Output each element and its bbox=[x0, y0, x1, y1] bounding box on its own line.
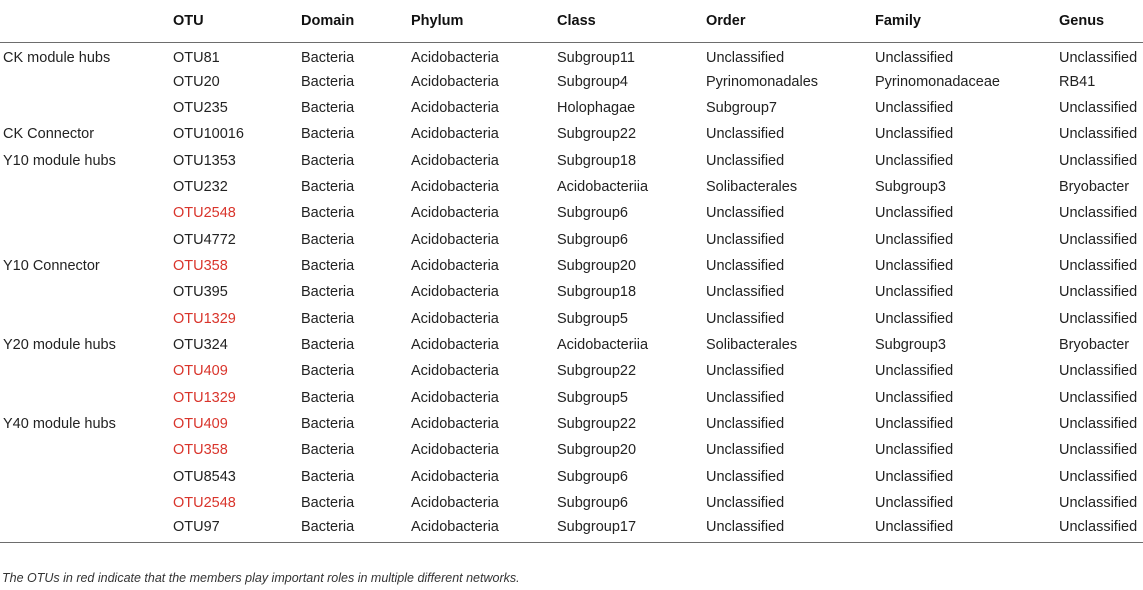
cell-group bbox=[0, 305, 173, 331]
cell-group bbox=[0, 516, 173, 542]
table-header-row bbox=[0, 0, 1143, 42]
cell-phylum: Acidobacteria bbox=[411, 257, 499, 274]
cell-family: Unclassified bbox=[875, 495, 954, 512]
cell-phylum: Acidobacteria bbox=[411, 99, 499, 116]
cell-group bbox=[0, 437, 173, 463]
table-row bbox=[0, 464, 1143, 490]
cell-phylum: Acidobacteria bbox=[411, 442, 499, 459]
cell-genus: RB41 bbox=[1059, 73, 1096, 90]
table-row bbox=[0, 516, 1143, 542]
cell-class: Subgroup5 bbox=[557, 310, 628, 327]
table-row bbox=[0, 253, 1143, 279]
table-row bbox=[0, 305, 1143, 331]
header-group bbox=[0, 0, 173, 42]
cell-family: Unclassified bbox=[875, 205, 954, 222]
cell-otu: OTU97 bbox=[173, 516, 301, 542]
cell-family: Unclassified bbox=[875, 363, 954, 380]
cell-otu: OTU324 bbox=[173, 336, 228, 353]
cell-domain: Bacteria bbox=[301, 284, 355, 301]
cell-class: Subgroup17 bbox=[557, 516, 706, 542]
cell-order: Unclassified bbox=[706, 495, 785, 512]
cell-order: Solibacterales bbox=[706, 336, 798, 353]
cell-otu: OTU409 bbox=[173, 363, 228, 380]
cell-phylum: Acidobacteria bbox=[411, 468, 499, 485]
table-row bbox=[0, 121, 1143, 147]
cell-order: Unclassified bbox=[706, 126, 785, 143]
cell-group bbox=[0, 200, 173, 226]
cell-class: Subgroup6 bbox=[557, 468, 628, 485]
header-genus: Genus bbox=[1059, 0, 1143, 42]
cell-otu: OTU395 bbox=[173, 284, 228, 301]
table-row bbox=[0, 411, 1143, 437]
cell-class: Acidobacteriia bbox=[557, 178, 649, 195]
cell-domain: Bacteria bbox=[301, 50, 355, 67]
header-order: Order bbox=[706, 0, 875, 42]
table-row bbox=[0, 358, 1143, 384]
cell-family: Unclassified bbox=[875, 152, 954, 169]
cell-genus: Unclassified bbox=[1059, 50, 1138, 67]
cell-class: Subgroup4 bbox=[557, 73, 628, 90]
cell-otu: OTU4772 bbox=[173, 231, 236, 248]
header-class: Class bbox=[557, 0, 706, 42]
cell-phylum: Acidobacteria bbox=[411, 415, 499, 432]
cell-otu: OTU358 bbox=[173, 257, 228, 274]
cell-class: Subgroup22 bbox=[557, 126, 637, 143]
table-row bbox=[0, 384, 1143, 410]
cell-genus: Unclassified bbox=[1059, 152, 1138, 169]
table-row bbox=[0, 200, 1143, 226]
cell-domain: Bacteria bbox=[301, 205, 355, 222]
cell-class: Subgroup11 bbox=[557, 50, 635, 67]
cell-genus: Unclassified bbox=[1059, 389, 1138, 406]
cell-genus: Unclassified bbox=[1059, 126, 1138, 143]
cell-phylum: Acidobacteria bbox=[411, 178, 499, 195]
cell-class: Subgroup20 bbox=[557, 257, 637, 274]
cell-family: Unclassified bbox=[875, 284, 954, 301]
cell-domain: Bacteria bbox=[301, 152, 355, 169]
cell-otu: OTU10016 bbox=[173, 126, 244, 143]
cell-family: Unclassified bbox=[875, 310, 954, 327]
cell-otu: OTU358 bbox=[173, 442, 228, 459]
cell-class: Subgroup6 bbox=[557, 231, 628, 248]
cell-genus: Unclassified bbox=[1059, 516, 1143, 542]
cell-domain: Bacteria bbox=[301, 310, 355, 327]
cell-family: Unclassified bbox=[875, 442, 954, 459]
cell-class: Subgroup20 bbox=[557, 442, 637, 459]
cell-group bbox=[0, 95, 173, 121]
cell-phylum: Acidobacteria bbox=[411, 389, 499, 406]
cell-family: Unclassified bbox=[875, 50, 954, 67]
cell-class: Subgroup22 bbox=[557, 363, 637, 380]
cell-group bbox=[0, 490, 173, 516]
cell-order: Solibacterales bbox=[706, 178, 798, 195]
table-row bbox=[0, 437, 1143, 463]
cell-group: Y40 module hubs bbox=[3, 415, 116, 432]
cell-domain: Bacteria bbox=[301, 495, 355, 512]
cell-order: Unclassified bbox=[706, 152, 785, 169]
cell-order: Unclassified bbox=[706, 442, 785, 459]
cell-domain: Bacteria bbox=[301, 415, 355, 432]
cell-order: Unclassified bbox=[706, 257, 785, 274]
cell-phylum: Acidobacteria bbox=[411, 205, 499, 222]
cell-otu: OTU20 bbox=[173, 73, 220, 90]
cell-genus: Bryobacter bbox=[1059, 336, 1130, 353]
cell-phylum: Acidobacteria bbox=[411, 284, 499, 301]
cell-phylum: Acidobacteria bbox=[411, 231, 499, 248]
table-row bbox=[0, 279, 1143, 305]
cell-domain: Bacteria bbox=[301, 178, 355, 195]
cell-group: Y10 Connector bbox=[3, 257, 100, 274]
cell-order: Unclassified bbox=[706, 363, 785, 380]
cell-family: Unclassified bbox=[875, 231, 954, 248]
cell-genus: Unclassified bbox=[1059, 205, 1138, 222]
cell-domain: Bacteria bbox=[301, 516, 411, 542]
cell-group: CK module hubs bbox=[3, 50, 111, 67]
cell-genus: Unclassified bbox=[1059, 468, 1138, 485]
cell-class: Subgroup6 bbox=[557, 495, 628, 512]
header-otu: OTU bbox=[173, 0, 301, 42]
cell-order: Unclassified bbox=[706, 516, 875, 542]
cell-otu: OTU1329 bbox=[173, 389, 236, 406]
cell-genus: Unclassified bbox=[1059, 310, 1138, 327]
cell-genus: Unclassified bbox=[1059, 99, 1138, 116]
cell-domain: Bacteria bbox=[301, 336, 355, 353]
cell-family: Unclassified bbox=[875, 389, 954, 406]
cell-otu: OTU1329 bbox=[173, 310, 236, 327]
cell-class: Holophagae bbox=[557, 99, 636, 116]
cell-group: Y20 module hubs bbox=[3, 336, 116, 353]
cell-phylum: Acidobacteria bbox=[411, 152, 499, 169]
cell-family: Unclassified bbox=[875, 99, 954, 116]
cell-group bbox=[0, 464, 173, 490]
cell-phylum: Acidobacteria bbox=[411, 50, 499, 67]
cell-family: Subgroup3 bbox=[875, 178, 946, 195]
cell-genus: Unclassified bbox=[1059, 363, 1138, 380]
cell-order: Subgroup7 bbox=[706, 99, 777, 116]
cell-genus: Unclassified bbox=[1059, 284, 1138, 301]
cell-phylum: Acidobacteria bbox=[411, 73, 499, 90]
cell-family: Unclassified bbox=[875, 516, 1059, 542]
cell-group bbox=[0, 68, 173, 94]
cell-otu: OTU81 bbox=[173, 50, 220, 67]
table-body bbox=[0, 42, 1143, 543]
cell-class: Subgroup22 bbox=[557, 415, 637, 432]
cell-phylum: Acidobacteria bbox=[411, 516, 557, 542]
cell-order: Pyrinomonadales bbox=[706, 73, 819, 90]
cell-class: Subgroup6 bbox=[557, 205, 628, 222]
table-row bbox=[0, 226, 1143, 252]
cell-family: Pyrinomonadaceae bbox=[875, 73, 1000, 90]
cell-family: Unclassified bbox=[875, 468, 954, 485]
cell-genus: Unclassified bbox=[1059, 442, 1138, 459]
table-row bbox=[0, 490, 1143, 516]
cell-family: Unclassified bbox=[875, 415, 954, 432]
cell-phylum: Acidobacteria bbox=[411, 336, 499, 353]
table-row bbox=[0, 332, 1143, 358]
cell-order: Unclassified bbox=[706, 231, 785, 248]
table-row bbox=[0, 147, 1143, 173]
cell-genus: Unclassified bbox=[1059, 415, 1138, 432]
cell-otu: OTU2548 bbox=[173, 205, 236, 222]
table-row bbox=[0, 68, 1143, 94]
cell-domain: Bacteria bbox=[301, 442, 355, 459]
cell-genus: Bryobacter bbox=[1059, 178, 1130, 195]
cell-order: Unclassified bbox=[706, 205, 785, 222]
header-phylum: Phylum bbox=[411, 0, 557, 42]
cell-otu: OTU232 bbox=[173, 178, 228, 195]
cell-domain: Bacteria bbox=[301, 363, 355, 380]
cell-otu: OTU2548 bbox=[173, 495, 236, 512]
cell-domain: Bacteria bbox=[301, 468, 355, 485]
cell-order: Unclassified bbox=[706, 284, 785, 301]
table-row bbox=[0, 95, 1143, 121]
cell-class: Subgroup5 bbox=[557, 389, 628, 406]
cell-otu: OTU1353 bbox=[173, 152, 236, 169]
cell-family: Unclassified bbox=[875, 126, 954, 143]
cell-otu: OTU8543 bbox=[173, 468, 236, 485]
cell-order: Unclassified bbox=[706, 389, 785, 406]
header-domain: Domain bbox=[301, 0, 411, 42]
cell-domain: Bacteria bbox=[301, 99, 355, 116]
cell-otu: OTU235 bbox=[173, 99, 228, 116]
cell-group bbox=[0, 174, 173, 200]
cell-domain: Bacteria bbox=[301, 389, 355, 406]
cell-order: Unclassified bbox=[706, 50, 785, 67]
cell-group bbox=[0, 358, 173, 384]
cell-phylum: Acidobacteria bbox=[411, 495, 499, 512]
cell-domain: Bacteria bbox=[301, 126, 355, 143]
table-row bbox=[0, 42, 1143, 68]
cell-class: Subgroup18 bbox=[557, 152, 637, 169]
cell-genus: Unclassified bbox=[1059, 257, 1138, 274]
cell-group bbox=[0, 226, 173, 252]
cell-phylum: Acidobacteria bbox=[411, 363, 499, 380]
cell-order: Unclassified bbox=[706, 415, 785, 432]
cell-class: Subgroup18 bbox=[557, 284, 637, 301]
table-footnote: The OTUs in red indicate that the members play important roles in multiple different networks. bbox=[2, 571, 520, 585]
cell-family: Unclassified bbox=[875, 257, 954, 274]
cell-family: Subgroup3 bbox=[875, 336, 946, 353]
cell-group: Y10 module hubs bbox=[3, 152, 116, 169]
cell-domain: Bacteria bbox=[301, 73, 355, 90]
cell-genus: Unclassified bbox=[1059, 231, 1138, 248]
cell-otu: OTU409 bbox=[173, 415, 228, 432]
cell-class: Acidobacteriia bbox=[557, 336, 649, 353]
cell-group bbox=[0, 279, 173, 305]
cell-order: Unclassified bbox=[706, 310, 785, 327]
table-row bbox=[0, 174, 1143, 200]
cell-genus: Unclassified bbox=[1059, 495, 1138, 512]
cell-group: CK Connector bbox=[3, 126, 95, 143]
header-family: Family bbox=[875, 0, 1059, 42]
cell-domain: Bacteria bbox=[301, 257, 355, 274]
cell-order: Unclassified bbox=[706, 468, 785, 485]
cell-domain: Bacteria bbox=[301, 231, 355, 248]
cell-phylum: Acidobacteria bbox=[411, 126, 499, 143]
cell-group bbox=[0, 384, 173, 410]
cell-phylum: Acidobacteria bbox=[411, 310, 499, 327]
